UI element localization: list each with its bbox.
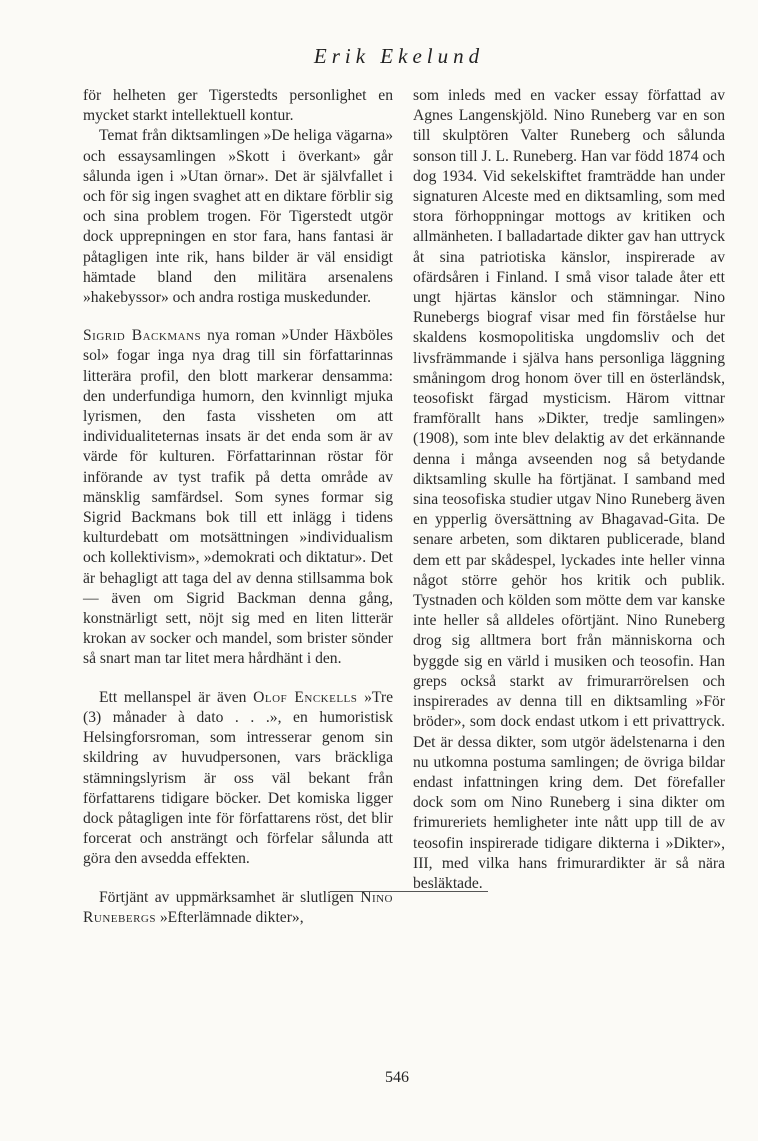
paragraph-runeberg-intro <box>83 888 393 928</box>
page-number: 546 <box>385 1069 409 1086</box>
paragraph-continuation: för helheten ger Tigerstedts personlighet en mycket starkt intellektuell kontur. <box>83 87 393 125</box>
paragraph-enckell-lead: Ett mellanspel är även <box>99 688 254 706</box>
paragraph-tigerstedt: Temat från diktsamlingen »De heliga vägarna» och essaysamlingen »Skott i överkant» går sålunda igen i »Utan örnar». Det är självfallet i och för sig ingen svaghet att en diktare förblir sig och sina problem trogen. För Tigerstedt utgör dock upprepningen en stor fara, hans fantasi är påtagligen inte rik, hans bilder är väl ensidigt hämtade bland den militära arsenalens »hakebyssor» och andra rostiga muskedunder. <box>83 127 393 307</box>
author-name-runeberg: Nino Runebergs <box>83 888 393 926</box>
paragraph-enckell-text: »Tre (3) månader à dato . . .», en humoristisk Helsingforsroman, som intresserar genom sin skildring av huvudpersonen, vars bräckliga stämningslyrism är oss väl bekant från författarens tidigare böcker. Det komiska ligger dock påtagligen inte för författarens röst, det blir forcerat och ansträngt och förfelar sålunda att göra den avsedda effekten. <box>83 688 393 868</box>
paragraph-backman <box>83 326 393 669</box>
paragraph-enckell <box>83 688 393 870</box>
paragraph-runeberg-review: som inleds med en vacker essay författad av Agnes Langenskjöld. Nino Runeberg var en son till skulptören Valter Runeberg och sålunda sonson till J. L. Runeberg. Han var född 1874 och dog 1934. Vid sekelskiftet framträdde han under signaturen Alceste med en diktsamling, som med stora förhoppningar mottogs av kritiken och allmänheten. I balladartade dikter gav han uttryck åt sina patriotiska känslor, inspirerade av ofärdsåren i Finland. I små visor talade åter ett ungt hjärtas känslor och stämningar. Nino Runebergs biograf visar med fin förståelse hur skaldens kosmopolitiska ungdomsliv och det livsfrämmande i själva hans personliga läggning småningom drog honom över till en österländsk, teosofiskt färgad mysticism. Härom vittnar framförallt hans »Dikter, tredje samlingen» (1908), som inte blev delaktig av det erkännande denna i många avseenden nog så betydande diktsamling skulle ha förtjänat. I samband med sina teosofiska studier utgav Nino Runeberg även en ypperlig översättning av Bhagavad-Gita. De senare arbeten, som diktaren publicerade, bland dem ett par skådespel, lyckades inte heller vinna något större gehör hos kritik och publik. Tystnaden och kölden som mötte dem var kanske inte heller så alldeles oförtjänt. Nino Runeberg drog sig alltmera bort från människorna och byggde sig en värld i musiken och teosofin. Han greps också starkt av frimurarrörelsen och inspirerades av denna till en diktsamling »För bröder», som dock endast utkom i ett privattryck. Det är dessa dikter, som utgör ädelstenarna i den nu utkomna postuma samlingen; de övriga bildar endast infattningen kring dem. Det förefaller dock som om Nino Runeberg i sina dikter om frimureriets hemligheter inte nått upp till de av teosofin inspirerade tidigare dikterna i »Dikter», III, med vilka hans frimurardikter är så nära besläktade. <box>413 87 725 892</box>
paragraph-backman-text: nya roman »Under Häxböles sol» fogar inga nya drag till sin författarinnas litterära profil, den blott markerar densamma: den underfundiga humorn, den kvinnligt mjuka lyrismen, den fasta vissheten om att individualiteternas insats är det enda som är av värde för kulturen. Författarinnan röstar för införande av tyst trafik på detta område av mänsklig samfärdsel. Som synes formar sig Sigrid Backmans bok till ett inlägg i tidens kulturdebatt om motsättningen »individualism och kollektivism», »demokrati och diktatur». Det är behagligt att taga del av denna stillsamma bok — även om Sigrid Backman denna gång, konstnärligt sett, nöjt sig med en liten litterär krokan av socker och mandel, som brister sönder så snart man tar litet mera hårdhänt i den. <box>83 327 393 668</box>
right-column <box>413 86 725 894</box>
paragraph-runeberg-lead: Förtjänt av uppmärksamhet är slutligen <box>99 888 361 906</box>
author-name-backman: Sigrid Backmans <box>83 327 202 345</box>
author-name-enckell: Olof Enckells <box>253 688 358 706</box>
running-header: Erik Ekelund <box>313 44 485 68</box>
left-column <box>83 86 393 928</box>
section-divider <box>330 891 488 892</box>
paragraph-runeberg-text: »Efterlämnade dikter», <box>155 908 304 926</box>
